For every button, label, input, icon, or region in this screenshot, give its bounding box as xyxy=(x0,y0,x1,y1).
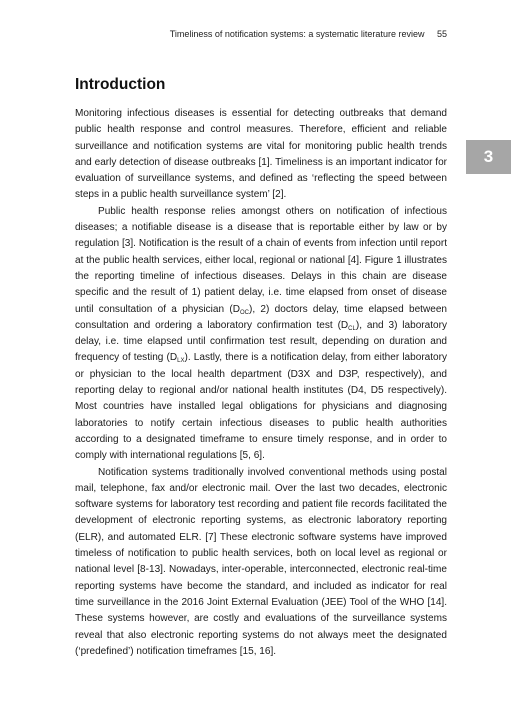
paragraph-2 xyxy=(75,204,447,465)
paragraph-2-part-b: ), 2) doctors delay, time elapsed between consultation and ordering a laboratory confirmation test (D xyxy=(75,303,447,331)
paragraph-1: Monitoring infectious diseases is essential for detecting outbreaks that demand public health response and control measures. Therefore, efficient and reliable surveillance and notification systems are vital for monitoring public health trends and early detection of disease outbreaks [1]. Timeliness is an important indicator for evaluation of surveillance systems, and defined as ‘reflecting the speed between steps in a public health surveillance system’ [2]. xyxy=(75,108,447,201)
page-number: 55 xyxy=(436,29,447,39)
body-text xyxy=(75,106,447,660)
section-heading: Introduction xyxy=(75,76,166,93)
running-header xyxy=(60,29,447,39)
subscript-cl: CL xyxy=(348,325,356,332)
paragraph-2-part-d: ). Lastly, there is a notification delay, from either laboratory or physician to the local health department (D3X and D3P, respectively), and reporting delay to regional and/or national health institutes (D4, D5 respectively). Most countries have installed legal obligations for physicians and diagnosing laboratories to notify certain infectious diseases to public health authorities according to a designated timeframe to ensure timely response, and in order to comply with international regulations [5, 6]. xyxy=(75,352,448,462)
subscript-oc: OC xyxy=(239,309,249,316)
paragraph-3: Notification systems traditionally involved conventional methods using postal mail, telephone, fax and/or electronic mail. Over the last two decades, electronic software systems for laboratory test recording and patient file records facilitated the development of electronic reporting systems, as electronic laboratory reporting (ELR), and automated ELR. [7] These electronic software systems have improved timeless of notification to public health services, both on local level as regional or national level [8-13]. Nowadays, inter-operable, interconnected, electronic real-time reporting systems have become the standard, and included as indicator for real time surveillance in the 2016 Joint External Evaluation (JEE) Tool of the WHO [14]. These systems however, are costly and evaluations of the surveillance systems reveal that also electronic reporting systems do not always meet the designated (‘predefined’) notification timeframes [15, 16]. xyxy=(75,466,447,657)
paragraph-2-part-c: ), and 3) laboratory delay, i.e. time elapsed until confirmation test result, depending on duration and frequency of testing (D xyxy=(75,319,447,364)
chapter-tab xyxy=(466,140,511,174)
running-title: Timeliness of notification systems: a systematic literature review xyxy=(169,29,425,39)
subscript-lx: LX xyxy=(177,358,185,365)
chapter-number: 3 xyxy=(483,147,494,166)
paragraph-2-part-a: Public health response relies amongst others on notification of infectious diseases; a notifiable disease is a disease that is reportable either by law or by regulation [3]. Notification is the result of a chain of events from infection until report at the public health services, either local, regional or national [4]. Figure 1 illustrates the reporting timeline of infectious diseases. Delays in this chain are disease specific and the result of 1) patient delay, i.e. time elapsed from onset of disease until consultation of a physician (D xyxy=(75,205,447,315)
